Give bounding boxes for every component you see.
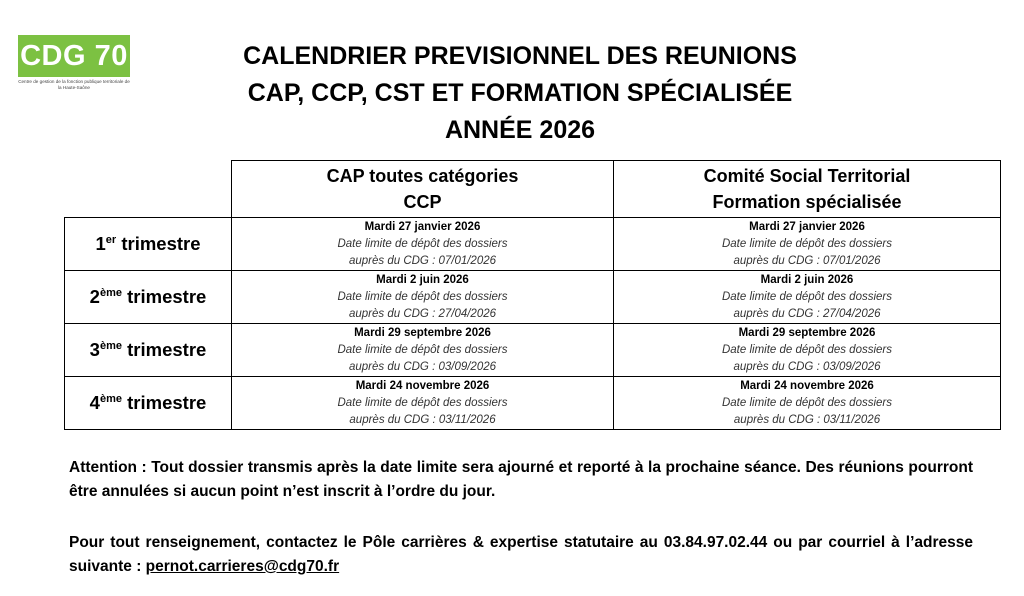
- deadline-note: Date limite de dépôt des dossiers: [721, 237, 893, 250]
- meeting-entry: [232, 218, 614, 271]
- meeting-entry: [614, 218, 1001, 271]
- table-row: [65, 271, 1001, 324]
- attention-notice: Attention : Tout dossier transmis après la date limite sera ajourné et reporté à la prochaine séance. Des réunions pourront être annulées si aucun point n’est inscrit à l’ordre du jour.: [69, 459, 973, 500]
- meeting-calendar-table: [64, 160, 1001, 430]
- contact-email-link[interactable]: pernot.carrieres@cdg70.fr: [145, 558, 340, 575]
- meeting-entry: [614, 324, 1001, 377]
- column-header-line: Formation spécialisée: [712, 192, 902, 212]
- deadline-note: Date limite de dépôt des dossiers: [337, 290, 508, 303]
- quarter-word: trimestre: [127, 339, 207, 360]
- quarter-number: 4: [89, 392, 100, 413]
- meeting-date: Mardi 29 septembre 2026: [738, 326, 876, 339]
- meeting-date: Mardi 29 septembre 2026: [354, 326, 491, 339]
- quarter-suffix: er: [105, 233, 117, 246]
- deadline-date: auprès du CDG : 07/01/2026: [733, 254, 881, 267]
- deadline-date: auprès du CDG : 03/09/2026: [733, 360, 881, 373]
- deadline-date: auprès du CDG : 03/09/2026: [348, 360, 497, 373]
- meeting-date: Mardi 27 janvier 2026: [364, 220, 481, 233]
- quarter-label: [65, 377, 232, 430]
- quarter-label: [65, 271, 232, 324]
- quarter-word: trimestre: [121, 233, 201, 254]
- quarter-word: trimestre: [127, 286, 207, 307]
- meeting-date: Mardi 24 novembre 2026: [355, 379, 490, 392]
- quarter-suffix: ème: [99, 339, 122, 352]
- deadline-date: auprès du CDG : 03/11/2026: [733, 413, 881, 426]
- quarter-label: [65, 218, 232, 271]
- cdg70-logo: [18, 35, 142, 90]
- deadline-note: Date limite de dépôt des dossiers: [337, 343, 508, 356]
- column-header-line: CAP toutes catégories: [326, 166, 519, 186]
- column-header-line: CCP: [403, 192, 442, 212]
- deadline-date: auprès du CDG : 07/01/2026: [348, 254, 497, 267]
- quarter-word: trimestre: [127, 392, 207, 413]
- meeting-entry: [614, 377, 1001, 430]
- table-header-row: [65, 161, 1001, 218]
- meeting-entry: [614, 271, 1001, 324]
- deadline-note: Date limite de dépôt des dossiers: [721, 343, 893, 356]
- column-header-cst: [614, 161, 1001, 218]
- deadline-note: Date limite de dépôt des dossiers: [337, 396, 508, 409]
- logo-subtitle: Centre de gestion de la fonction publique territoriale de la Haute-Saône: [18, 79, 130, 90]
- deadline-date: auprès du CDG : 27/04/2026: [348, 307, 497, 320]
- deadline-note: Date limite de dépôt des dossiers: [721, 396, 893, 409]
- meeting-date: Mardi 24 novembre 2026: [740, 379, 874, 392]
- table-row: [65, 218, 1001, 271]
- column-header-line: Comité Social Territorial: [703, 166, 911, 186]
- deadline-date: auprès du CDG : 03/11/2026: [349, 413, 496, 426]
- column-header-cap: [232, 161, 614, 218]
- meeting-date: Mardi 27 janvier 2026: [749, 220, 865, 233]
- deadline-note: Date limite de dépôt des dossiers: [721, 290, 893, 303]
- header-empty-cell: [65, 161, 232, 218]
- title-line-3: ANNÉE 2026: [444, 116, 596, 144]
- quarter-number: 2: [89, 286, 100, 307]
- quarter-suffix: ème: [99, 286, 122, 299]
- title-line-1: CALENDRIER PREVISIONNEL DES REUNIONS: [243, 42, 797, 70]
- document-title: [190, 38, 850, 149]
- quarter-label: [65, 324, 232, 377]
- meeting-date: Mardi 2 juin 2026: [760, 273, 854, 286]
- quarter-suffix: ème: [99, 392, 122, 405]
- title-line-2: CAP, CCP, CST ET FORMATION SPÉCIALISÉE: [247, 79, 793, 107]
- meeting-entry: [232, 324, 614, 377]
- contact-text: Pour tout renseignement, contactez le Pôle carrières & expertise statutaire au 03.84.97.02.44 ou par courriel à l’adresse suivante :: [69, 534, 973, 575]
- table-row: [65, 377, 1001, 430]
- meeting-entry: [232, 271, 614, 324]
- deadline-note: Date limite de dépôt des dossiers: [337, 237, 508, 250]
- table-row: [65, 324, 1001, 377]
- quarter-number: 1: [95, 233, 106, 254]
- logo-mark: CDG 70: [18, 35, 130, 77]
- contact-paragraph: [69, 531, 973, 579]
- meeting-entry: [232, 377, 614, 430]
- quarter-number: 3: [89, 339, 100, 360]
- deadline-date: auprès du CDG : 27/04/2026: [733, 307, 881, 320]
- meeting-date: Mardi 2 juin 2026: [376, 273, 469, 286]
